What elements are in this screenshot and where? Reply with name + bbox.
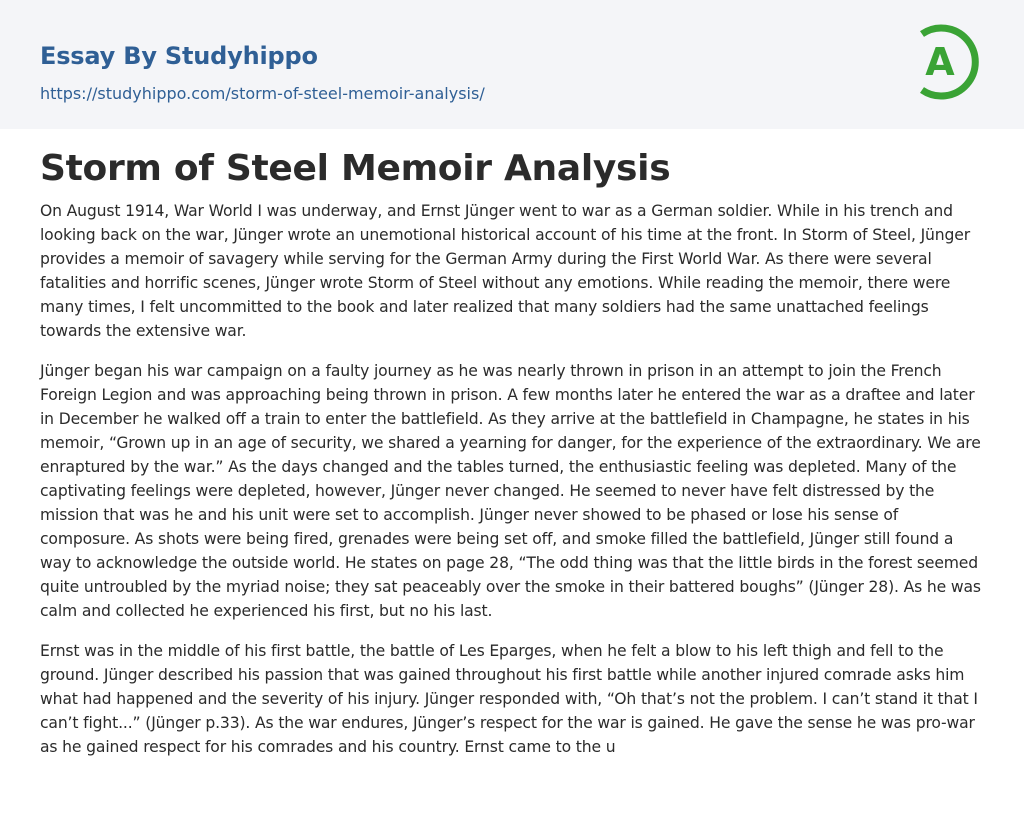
- paragraph-1: On August 1914, War World I was underway, and Ernst Jünger went to war as a German soldier. While in his trench and looking back on the war, Jünger wrote an unemotional historical account of his time at the front. In Storm of Steel, Jünger provides a memoir of savagery while serving for the German Army during the First World War. As there were several fatalities and horrific scenes, Jünger wrote Storm of Steel without any emotions. While reading the memoir, there were many times, I felt uncommitted to the book and later realized that many soldiers had the same unattached feelings towards the extensive war.: [40, 202, 970, 340]
- brand-title[interactable]: Essay By Studyhippo: [40, 42, 318, 70]
- studyhippo-logo-icon[interactable]: [912, 19, 986, 105]
- site-header: [0, 0, 1024, 129]
- article: [0, 129, 1024, 759]
- paragraph-2: Jünger began his war campaign on a faulty journey as he was nearly thrown in prison in an attempt to join the French Foreign Legion and was approaching being thrown in prison. A few months later he entered the war as a draftee and later in December he walked off a train to enter the battlefield. As they arrive at the battlefield in Champagne, he states in his memoir, “Grown up in an age of security, we shared a yearning for danger, for the experience of the extraordinary. We are enraptured by the war.” As the days changed and the tables turned, the enthusiastic feeling was depleted. Many of the captivating feelings were depleted, however, Jünger never changed. He seemed to never have felt distressed by the mission that was he and his unit were set to accomplish. Jünger never showed to be phased or lose his sense of composure. As shots were being fired, grenades were being set off, and smoke filled the battlefield, Jünger still found a way to acknowledge the outside world. He states on page 28, “The odd thing was that the little birds in the forest seemed quite untroubled by the myriad noise; they sat peaceably over the smoke in their battered boughs” (Jünger 28). As he was calm and collected he experienced his first, but no his last.: [40, 362, 981, 620]
- paragraph-3: Ernst was in the middle of his first battle, the battle of Les Eparges, when he felt a blow to his left thigh and fell to the ground. Jünger described his passion that was gained throughout his first battle while another injured comrade asks him what had happened and the severity of his injury. Jünger responded with, “Oh that’s not the problem. I can’t stand it that I can’t fight...” (Jünger p.33). As the war endures, Jünger’s respect for the war is gained. He gave the sense he was pro-war as he gained respect for his comrades and his country. Ernst came to the u: [40, 642, 978, 756]
- logo-letter: A: [925, 40, 955, 84]
- essay-url-link[interactable]: https://studyhippo.com/storm-of-steel-memoir-analysis/: [40, 84, 485, 103]
- page-title: Storm of Steel Memoir Analysis: [40, 148, 671, 189]
